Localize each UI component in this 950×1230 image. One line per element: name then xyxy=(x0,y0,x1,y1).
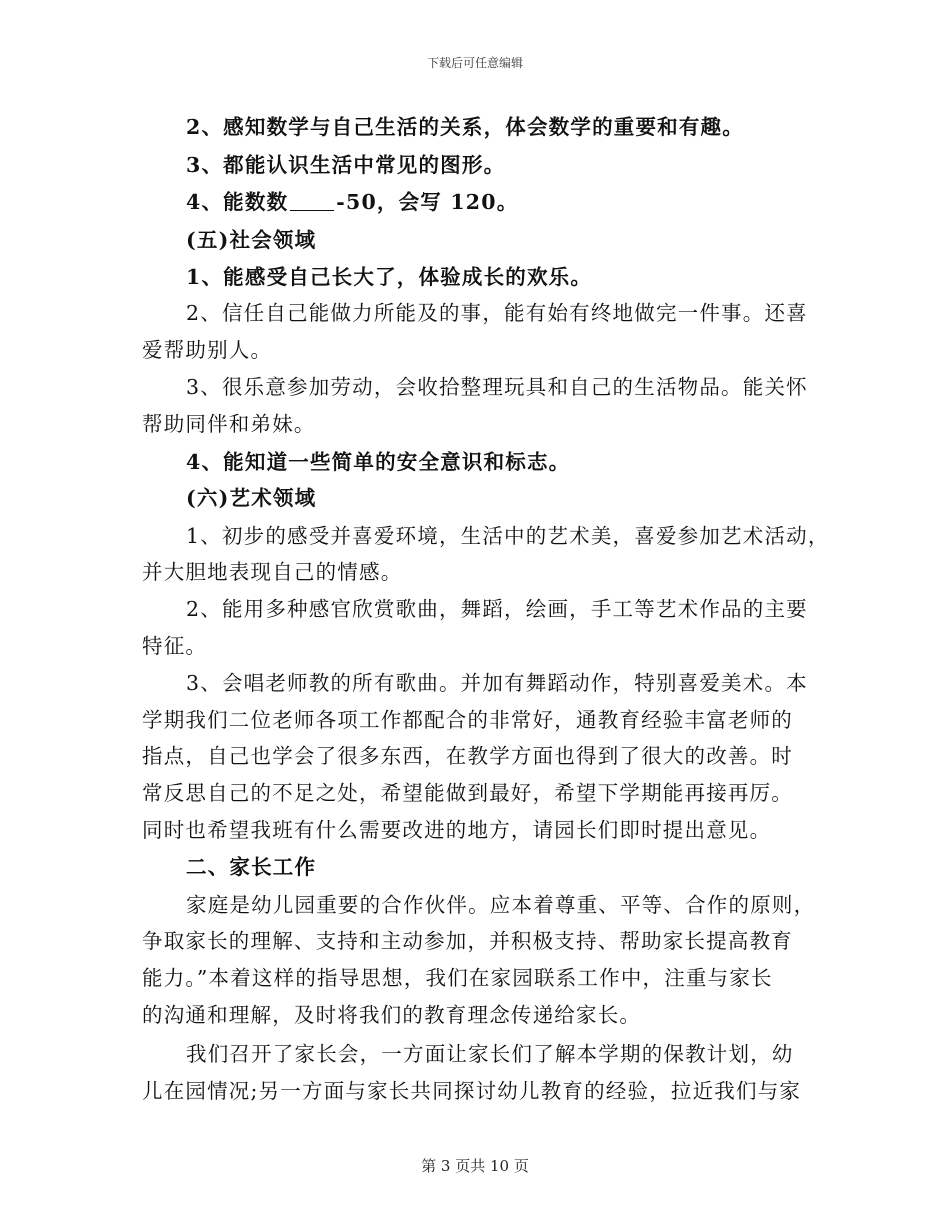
text-line: 并大胆地表现自己的情感。 xyxy=(142,560,403,584)
text-line: 家庭是幼儿园重要的合作伙伴。应本着尊重、平等、合作的原则， xyxy=(186,893,816,917)
text-line: 2、感知数学与自己生活的关系，体会数学的重要和有趣。 xyxy=(186,115,744,139)
text-line: 常反思自己的不足之处，希望能做到最好，希望下学期能再接再厉。 xyxy=(142,781,793,805)
text-line: 我们召开了家长会，一方面让家长们了解本学期的保教计划，幼 xyxy=(186,1042,794,1066)
page-footer: 第 3 页共 10 页 xyxy=(421,1157,529,1175)
text-line: 特征。 xyxy=(142,634,208,658)
fill-in-blank xyxy=(290,192,334,211)
text-line: 指点，自己也学会了很多东西，在教学方面也得到了很大的改善。时 xyxy=(142,744,793,768)
text-line: 3、会唱老师教的所有歌曲。并加有舞蹈动作，特别喜爱美术。本 xyxy=(186,671,808,695)
section-heading: (五)社会领域 xyxy=(186,228,317,252)
text-line: 1、能感受自己长大了，体验成长的欢乐。 xyxy=(186,265,593,289)
text-line: 2、能用多种感官欣赏歌曲，舞蹈，绘画，手工等艺术作品的主要 xyxy=(186,597,808,621)
text-line: 1、初步的感受并喜爱环境，生活中的艺术美，喜爱参加艺术活动， xyxy=(186,524,830,548)
section-heading: 二、家长工作 xyxy=(186,855,317,879)
text-line: 3、都能认识生活中常见的图形。 xyxy=(186,153,506,177)
text-line: 帮助同伴和弟妹。 xyxy=(142,412,316,436)
text-line: 学期我们二位老师各项工作都配合的非常好，通教育经验丰富老师的 xyxy=(142,708,793,732)
text-line: 爱帮助别人。 xyxy=(142,338,273,362)
text-line: 2、信任自己能做力所能及的事，能有始有终地做完一件事。还喜 xyxy=(186,301,808,325)
text-line: 同时也希望我班有什么需要改进的地方，请园长们即时提出意见。 xyxy=(142,818,772,842)
text-line: 的沟通和理解，及时将我们的教育理念传递给家长。 xyxy=(142,1003,642,1027)
text-line: 4、能数数 -50，会写 120。 xyxy=(186,190,519,214)
text-line: 3、很乐意参加劳动，会收拾整理玩具和自己的生活物品。能关怀 xyxy=(186,375,808,399)
text-line: 能力。”本着这样的指导思想，我们在家园联系工作中，注重与家长 xyxy=(142,966,773,990)
section-heading: (六)艺术领域 xyxy=(186,486,317,510)
page-header: 下载后可任意编辑 xyxy=(426,56,523,70)
text-line: 儿在园情况;另一方面与家长共同探讨幼儿教育的经验，拉近我们与家 xyxy=(142,1079,802,1103)
text-line: 4、能知道一些简单的安全意识和标志。 xyxy=(186,450,571,474)
text-line: 争取家长的理解、支持和主动参加，并积极支持、帮助家长提高教育 xyxy=(142,929,793,953)
